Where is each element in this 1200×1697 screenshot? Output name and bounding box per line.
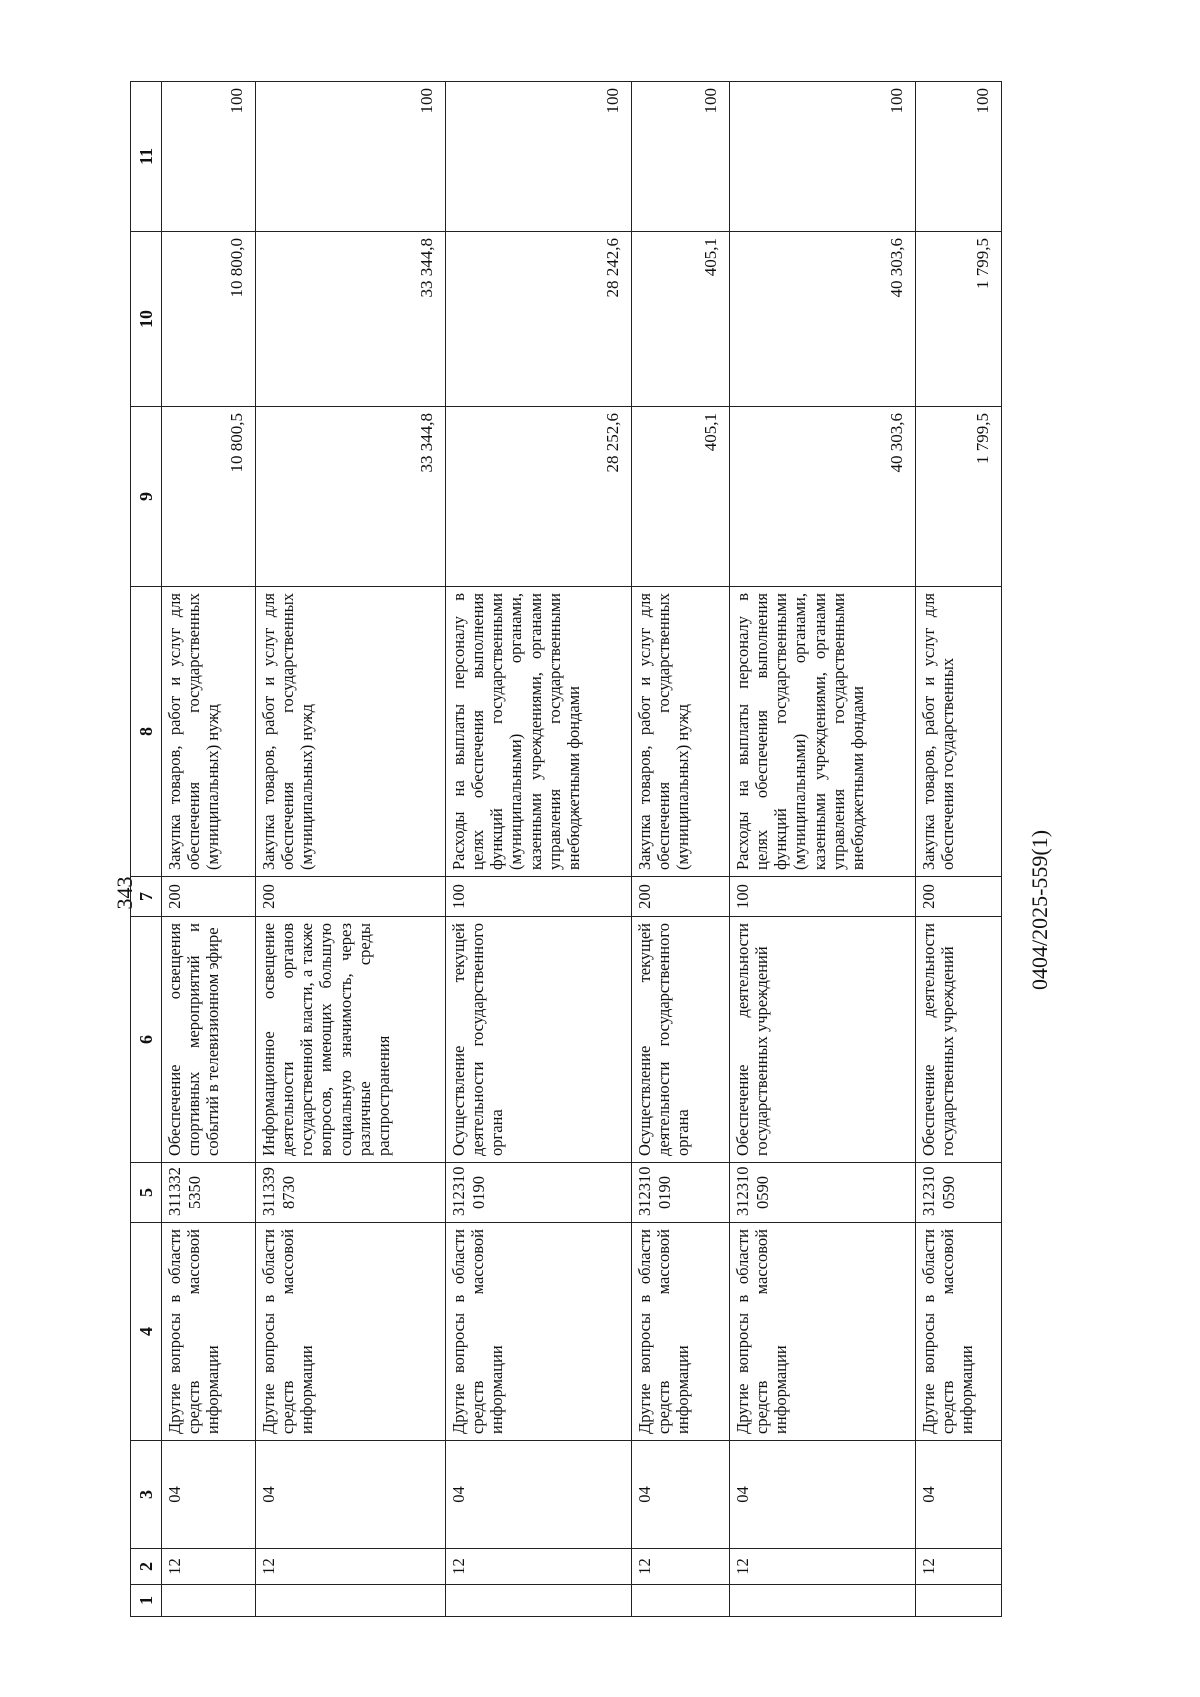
cell-subsection-name: Другие вопросы в области средств массовой информации <box>446 1223 632 1441</box>
cell-num <box>916 1585 1002 1617</box>
cell-expense-type: 100 <box>730 877 916 917</box>
cell-subsection: 04 <box>632 1441 730 1549</box>
header-cell: 8 <box>131 587 162 877</box>
document-code: 0404/2025-559(1) <box>1027 829 1052 991</box>
cell-target-name: Информационное освещение деятельности органов государственной власти, а также вопросов, имеющих большую социальную значимость, через различные среды распространения <box>256 917 446 1163</box>
cell-target-code: 311332 5350 <box>162 1163 256 1223</box>
table-row <box>916 82 1002 1617</box>
cell-expense-type: 200 <box>162 877 256 917</box>
cell-subsection-name: Другие вопросы в области средств массовой информации <box>256 1223 446 1441</box>
table-row <box>446 82 632 1617</box>
cell-target-name: Обеспечение деятельности государственных учреждений <box>730 917 916 1163</box>
cell-planned: 10 800,5 <box>162 407 256 587</box>
header-cell: 6 <box>131 917 162 1163</box>
cell-target-code: 312310 0190 <box>446 1163 632 1223</box>
cell-section: 12 <box>256 1549 446 1585</box>
cell-subsection-name: Другие вопросы в области средств массовой информации <box>162 1223 256 1441</box>
cell-planned: 405,1 <box>632 407 730 587</box>
table-row <box>632 82 730 1617</box>
cell-target-code: 312310 0190 <box>632 1163 730 1223</box>
cell-section: 12 <box>730 1549 916 1585</box>
cell-target-name: Осуществление текущей деятельности государственного органа <box>632 917 730 1163</box>
table-row <box>730 82 916 1617</box>
cell-num <box>162 1585 256 1617</box>
table-row <box>162 82 256 1617</box>
header-row <box>131 82 162 1617</box>
cell-target-code: 311339 8730 <box>256 1163 446 1223</box>
cell-expense-type: 100 <box>446 877 632 917</box>
cell-target-name: Обеспечение деятельности государственных учреждений <box>916 917 1002 1163</box>
cell-section: 12 <box>162 1549 256 1585</box>
cell-subsection: 04 <box>730 1441 916 1549</box>
header-cell: 1 <box>131 1585 162 1617</box>
header-cell: 9 <box>131 407 162 587</box>
cell-expense-type: 200 <box>256 877 446 917</box>
cell-subsection: 04 <box>256 1441 446 1549</box>
cell-subsection: 04 <box>162 1441 256 1549</box>
cell-num <box>256 1585 446 1617</box>
cell-expense-name: Расходы на выплаты персоналу в целях обеспечения выполнения функций государственными (муниципальными) органами, казенными учреждениями, органами управления государственными внебюджетными фондами <box>730 587 916 877</box>
cell-num <box>446 1585 632 1617</box>
header-cell: 11 <box>131 82 162 232</box>
cell-percent: 100 <box>632 82 730 232</box>
page-number: 343 <box>112 876 137 910</box>
header-cell: 7 <box>131 877 162 917</box>
cell-planned: 28 252,6 <box>446 407 632 587</box>
cell-planned: 33 344,8 <box>256 407 446 587</box>
table-row <box>256 82 446 1617</box>
cell-subsection-name: Другие вопросы в области средств массовой информации <box>632 1223 730 1441</box>
cell-executed: 405,1 <box>632 232 730 407</box>
header-cell: 10 <box>131 232 162 407</box>
cell-planned: 40 303,6 <box>730 407 916 587</box>
header-cell: 2 <box>131 1549 162 1585</box>
cell-target-code: 312310 0590 <box>916 1163 1002 1223</box>
cell-subsection: 04 <box>446 1441 632 1549</box>
cell-executed: 28 242,6 <box>446 232 632 407</box>
cell-executed: 33 344,8 <box>256 232 446 407</box>
cell-section: 12 <box>446 1549 632 1585</box>
header-cell: 5 <box>131 1163 162 1223</box>
cell-target-name: Осуществление текущей деятельности государственного органа <box>446 917 632 1163</box>
cell-section: 12 <box>916 1549 1002 1585</box>
cell-subsection-name: Другие вопросы в области средств массовой информации <box>730 1223 916 1441</box>
cell-subsection: 04 <box>916 1441 1002 1549</box>
budget-table <box>130 81 1002 1617</box>
cell-target-code: 312310 0590 <box>730 1163 916 1223</box>
cell-percent: 100 <box>256 82 446 232</box>
cell-percent: 100 <box>730 82 916 232</box>
cell-section: 12 <box>632 1549 730 1585</box>
cell-executed: 1 799,5 <box>916 232 1002 407</box>
cell-expense-name: Закупка товаров, работ и услуг для обеспечения государственных (муниципальных) нужд <box>162 587 256 877</box>
cell-percent: 100 <box>916 82 1002 232</box>
cell-expense-name: Закупка товаров, работ и услуг для обеспечения государственных <box>916 587 1002 877</box>
cell-executed: 40 303,6 <box>730 232 916 407</box>
cell-expense-name: Закупка товаров, работ и услуг для обеспечения государственных (муниципальных) нужд <box>632 587 730 877</box>
cell-expense-type: 200 <box>916 877 1002 917</box>
cell-expense-type: 200 <box>632 877 730 917</box>
cell-num <box>730 1585 916 1617</box>
cell-subsection-name: Другие вопросы в области средств массовой информации <box>916 1223 1002 1441</box>
cell-num <box>632 1585 730 1617</box>
header-cell: 3 <box>131 1441 162 1549</box>
cell-target-name: Обеспечение освещения спортивных мероприятий и событий в телевизионном эфире <box>162 917 256 1163</box>
header-cell: 4 <box>131 1223 162 1441</box>
cell-expense-name: Расходы на выплаты персоналу в целях обеспечения выполнения функций государственными (муниципальными) органами, казенными учреждениями, органами управления государственными внебюджетными фондами <box>446 587 632 877</box>
cell-expense-name: Закупка товаров, работ и услуг для обеспечения государственных (муниципальных) нужд <box>256 587 446 877</box>
cell-planned: 1 799,5 <box>916 407 1002 587</box>
cell-executed: 10 800,0 <box>162 232 256 407</box>
budget-table-rotated <box>130 82 1090 1617</box>
cell-percent: 100 <box>162 82 256 232</box>
cell-percent: 100 <box>446 82 632 232</box>
